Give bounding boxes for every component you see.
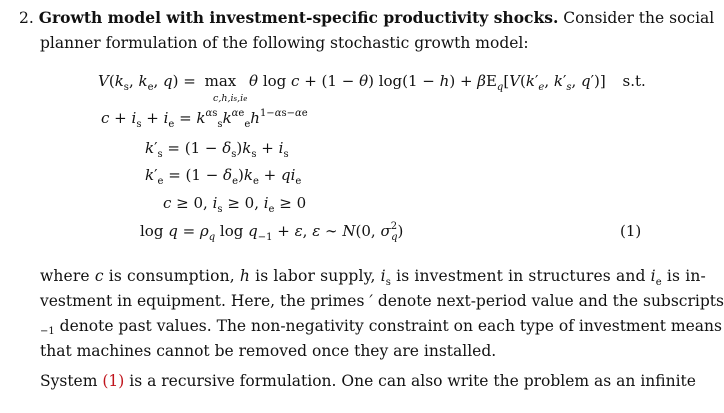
text-line-3: −1 denote past values. The non-negativity constraint on each type of investment means (40, 317, 722, 337)
nonnegativity-constraint: c ≥ 0, $i_s \ge 0$, $i_e \ge 0$ (163, 194, 307, 215)
structures-law-of-motion: $k'_s = (1 - \delta_s)k_s + i_s$ (145, 139, 289, 160)
equation-label: (1) (620, 222, 642, 240)
problem-intro-line2: planner formulation of the following stochastic growth model: (40, 34, 529, 52)
equation-reference-link[interactable]: (1) (102, 372, 125, 390)
max-operator: max (204, 72, 237, 90)
equipment-law-of-motion: $k'_e = (1 - \delta_e)k_e + qi_e$ (145, 166, 302, 187)
bellman-equation: $V(k_s$, $k_e$, q) = max θ log c + (1 − θ) $\log(1 - h) + \beta E_q[V(k'_e$, $k'_s$, q′)] s.t. (98, 72, 646, 93)
max-subscript: c,h,is,ie (213, 93, 248, 104)
problem-heading (19, 6, 714, 30)
text-line-5: System (1) is a recursive formulation. One can also write the problem as an infinite (40, 372, 696, 390)
problem-number: 2. (19, 9, 34, 27)
problem-title: Growth model with investment-specific productivity shocks. (38, 8, 559, 27)
text-line-1: where c is consumption, h is labor supply, $i_s$ is investment in structures and $i_e$ is in- (40, 267, 706, 288)
text-line-2: vestment in equipment. Here, the primes ′ denote next-period value and the subscripts (40, 292, 724, 310)
resource-constraint: $c + i_s + i_e = k^{\alpha s}_sk^{\alpha e}_eh^{1-\alpha s-\alpha e}$ (101, 108, 308, 130)
shock-process: $\log q = \rho_q$ $\log q_{-1} + \varepsilon$, ε ∼ N(0, $\sigma^2_q$) (140, 221, 404, 243)
text-line-4: that machines cannot be removed once they are installed. (40, 342, 497, 360)
subject-to-label: s.t. (622, 72, 646, 90)
problem-intro-tail: Consider the social (563, 9, 715, 27)
